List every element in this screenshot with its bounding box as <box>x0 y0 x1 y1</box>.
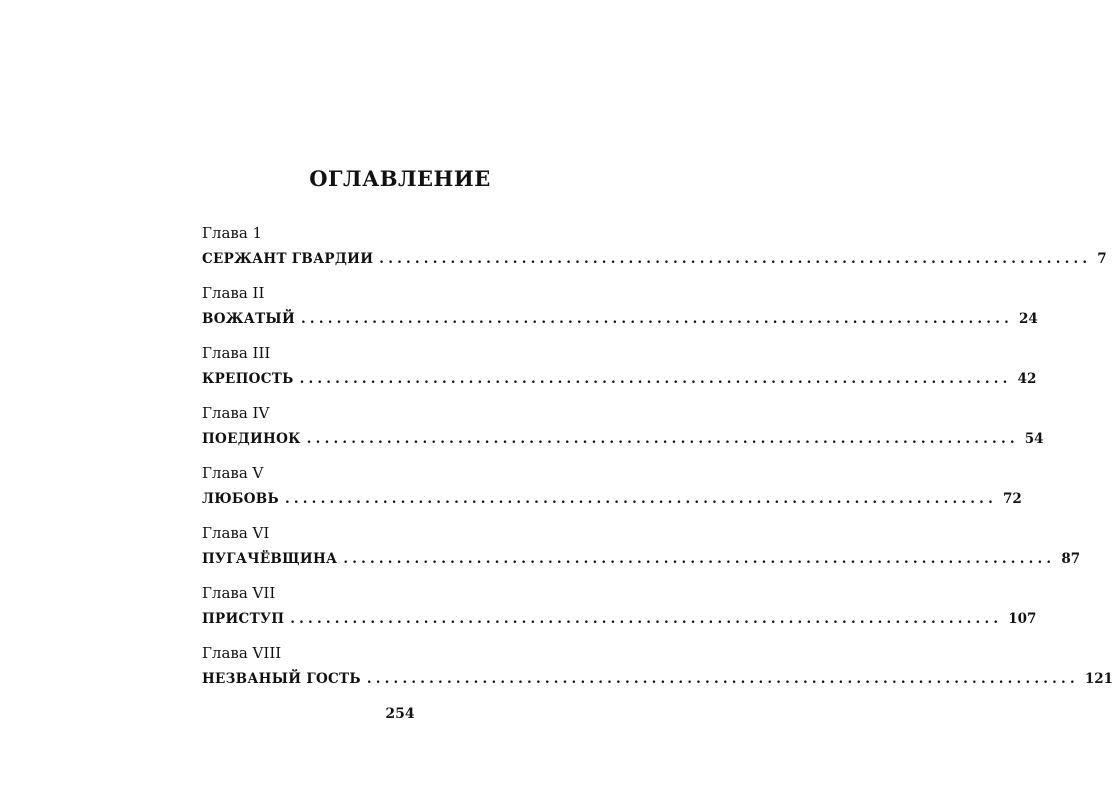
toc-entry <box>202 580 1037 640</box>
chapter-label: Глава III <box>202 344 271 362</box>
dot-leader: ................................................................................ <box>379 251 1092 267</box>
toc-entry <box>202 460 1022 520</box>
chapter-page-number: 42 <box>1017 371 1037 387</box>
toc-list <box>202 220 1113 700</box>
page-title: ОГЛАВЛЕНИЕ <box>309 166 491 191</box>
chapter-name: ПРИСТУП <box>202 611 285 627</box>
chapter-page-number: 24 <box>1019 311 1038 327</box>
chapter-row <box>202 550 1081 568</box>
chapter-page-number: 121 <box>1084 671 1113 687</box>
chapter-row <box>202 250 1107 268</box>
toc-entry <box>202 520 1081 580</box>
chapter-page-number: 7 <box>1097 251 1107 267</box>
dot-leader: ................................................................................ <box>299 371 1012 387</box>
chapter-label: Глава II <box>202 284 265 302</box>
toc-entry <box>202 220 1107 280</box>
chapter-page-number: 107 <box>1008 611 1037 627</box>
toc-entry <box>202 340 1037 400</box>
page-number: 254 <box>385 706 415 722</box>
chapter-name: КРЕПОСТЬ <box>202 371 294 387</box>
chapter-row <box>202 670 1113 688</box>
dot-leader: ................................................................................ <box>306 431 1019 447</box>
toc-entry <box>202 280 1038 340</box>
chapter-label: Глава IV <box>202 404 270 422</box>
chapter-row <box>202 430 1044 448</box>
chapter-label: Глава VII <box>202 584 276 602</box>
chapter-page-number: 54 <box>1024 431 1044 447</box>
chapter-page-number: 87 <box>1061 551 1081 567</box>
dot-leader: ................................................................................ <box>301 311 1014 327</box>
chapter-name: ПОЕДИНОК <box>202 431 301 447</box>
chapter-row <box>202 490 1022 508</box>
chapter-page-number: 72 <box>1002 491 1022 507</box>
toc-entry <box>202 400 1044 460</box>
chapter-label: Глава VIII <box>202 644 282 662</box>
chapter-name: ПУГАЧЁВЩИНА <box>202 551 338 567</box>
chapter-label: Глава 1 <box>202 224 263 242</box>
chapter-name: ВОЖАТЫЙ <box>202 311 296 327</box>
chapter-label: Глава VI <box>202 524 270 542</box>
chapter-name: ЛЮБОВЬ <box>202 491 279 507</box>
dot-leader: ................................................................................ <box>290 611 1003 627</box>
toc-entry <box>202 640 1113 700</box>
chapter-row <box>202 310 1038 328</box>
chapter-row <box>202 370 1037 388</box>
dot-leader: ................................................................................ <box>343 551 1056 567</box>
chapter-label: Глава V <box>202 464 264 482</box>
dot-leader: ................................................................................ <box>366 671 1079 687</box>
chapter-name: СЕРЖАНТ ГВАРДИИ <box>202 251 374 267</box>
dot-leader: ................................................................................ <box>284 491 997 507</box>
chapter-row <box>202 610 1037 628</box>
chapter-name: НЕЗВАНЫЙ ГОСТЬ <box>202 671 361 687</box>
